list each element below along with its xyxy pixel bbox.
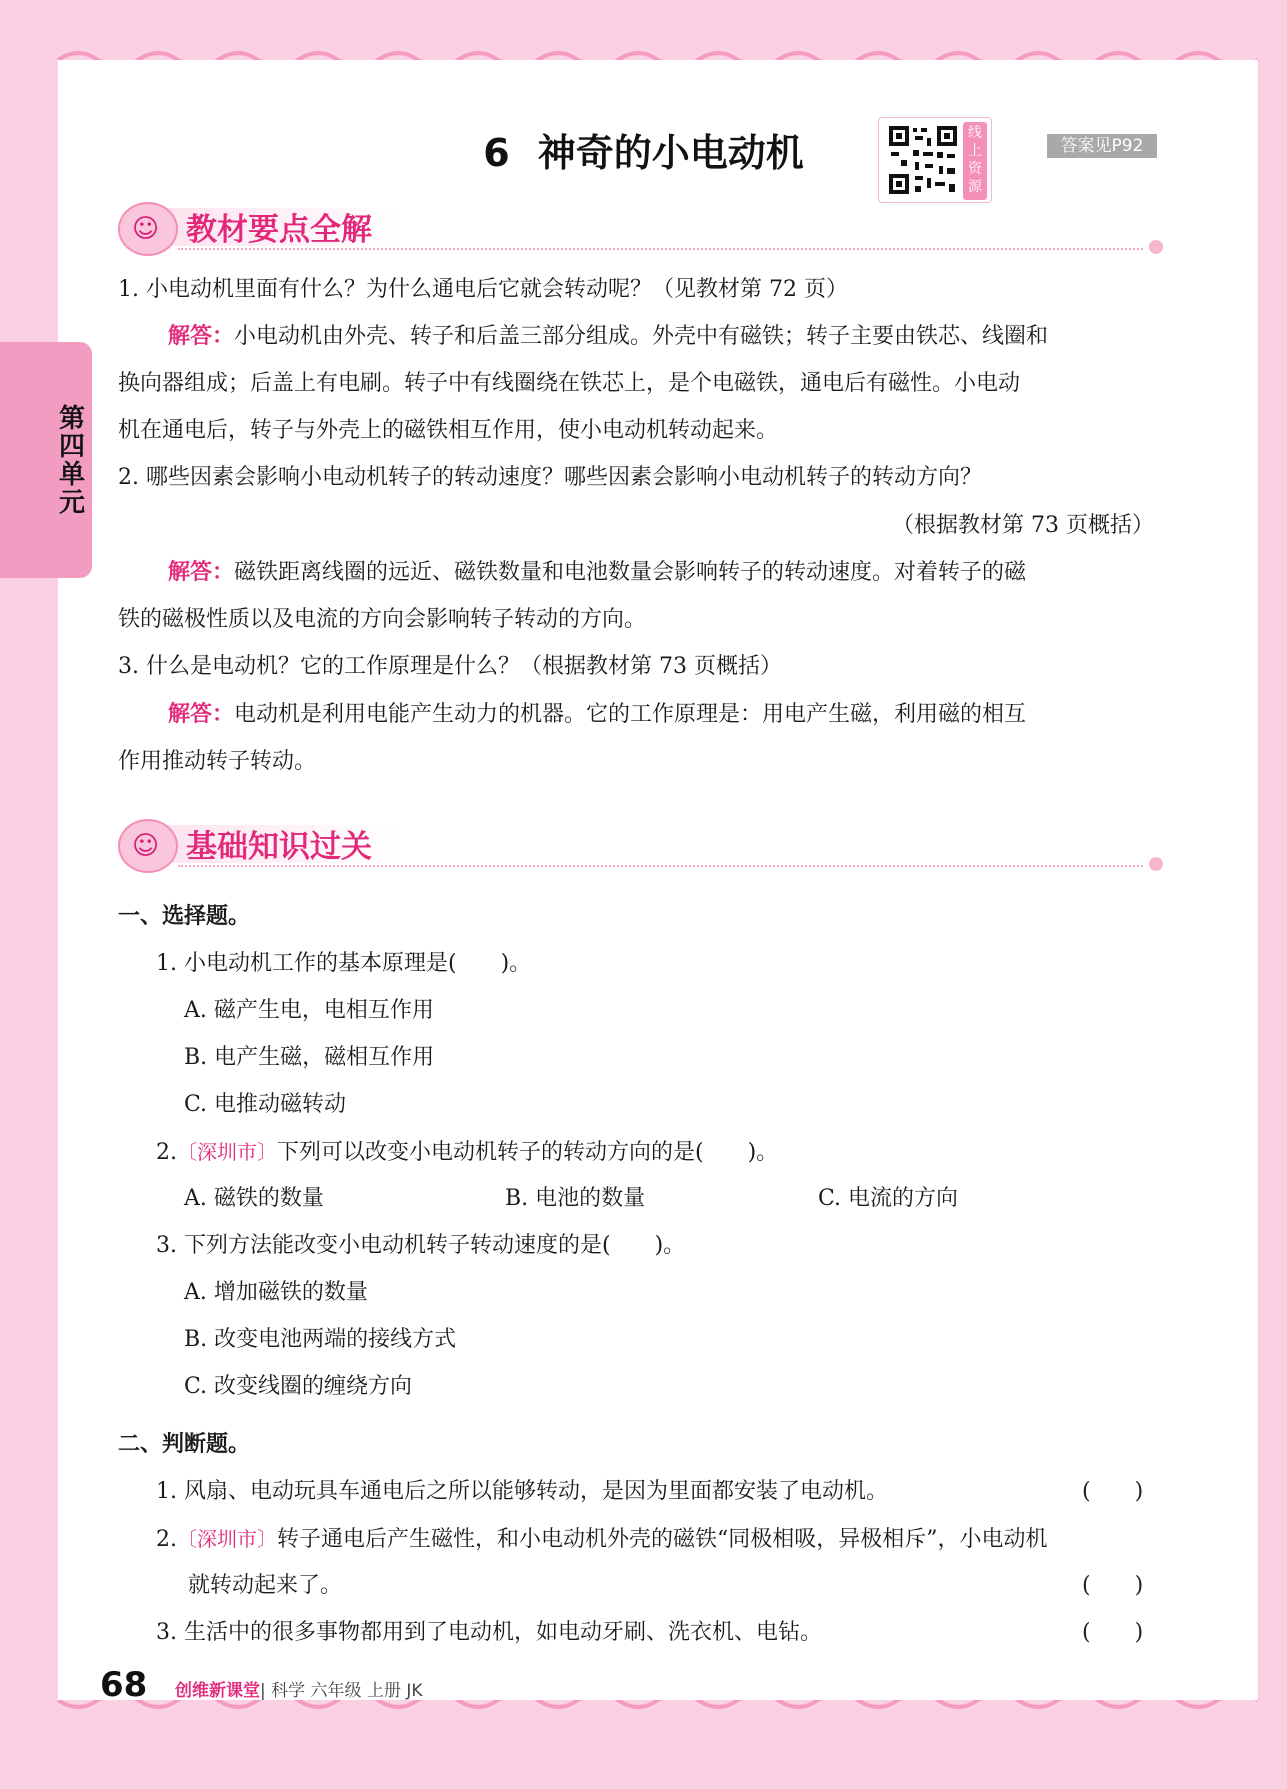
unit-side-tab-label: 第四单元 bbox=[58, 404, 85, 518]
question-3: 3. 什么是电动机？它的工作原理是什么？（根据教材第 73 页概括） bbox=[118, 654, 782, 679]
answer-label: 解答： bbox=[168, 324, 235, 349]
footer-brand: 创维新课堂 bbox=[175, 1681, 260, 1701]
section-heading-basics bbox=[118, 815, 1163, 875]
question-2: 2. 哪些因素会影响小电动机转子的转动速度？哪些因素会影响小电动机转子的转动方向？ bbox=[118, 465, 982, 490]
divider-end-dot bbox=[1149, 240, 1163, 254]
answer-1-text: 小电动机由外壳、转子和后盖三部分组成。外壳中有磁铁；转子主要由铁芯、线圈和 bbox=[234, 324, 1049, 349]
tf-1-answer-blank[interactable]: ( ) bbox=[1082, 1479, 1144, 1504]
tf-3-answer-blank[interactable]: ( ) bbox=[1082, 1620, 1144, 1645]
answer-3-line-2: 作用推动转子转动。 bbox=[118, 749, 317, 774]
part-1-title: 一、选择题。 bbox=[118, 904, 251, 929]
tf-question-2-line-1 bbox=[156, 1524, 1048, 1555]
smiley-icon: ☺ bbox=[132, 831, 160, 861]
mc-question-2 bbox=[156, 1137, 778, 1168]
dotted-divider bbox=[178, 865, 1143, 867]
cartoon-badge-icon bbox=[118, 819, 178, 873]
mc-1-option-c: C. 电推动磁转动 bbox=[184, 1092, 347, 1117]
mc-question-1: 1. 小电动机工作的基本原理是( )。 bbox=[156, 951, 532, 976]
answer-2-line-2: 铁的磁极性质以及电流的方向会影响转子转动的方向。 bbox=[118, 607, 647, 632]
lesson-title-text: 神奇的小电动机 bbox=[537, 131, 804, 175]
section-heading-key-points bbox=[118, 198, 1163, 258]
mc-1-option-b: B. 电产生磁，磁相互作用 bbox=[184, 1045, 435, 1070]
answer-label: 解答： bbox=[168, 702, 235, 727]
lesson-number: 6 bbox=[483, 131, 510, 175]
tf-2-answer-blank[interactable]: ( ) bbox=[1082, 1573, 1144, 1598]
mc-2-option-a: A. 磁铁的数量 bbox=[184, 1186, 324, 1211]
section-heading-text: 教材要点全解 bbox=[186, 212, 372, 248]
mc-2-option-b: B. 电池的数量 bbox=[505, 1186, 646, 1211]
footer-subject: | 科学 六年级 上册 JK bbox=[260, 1681, 423, 1701]
mc-2-text: 下列可以改变小电动机转子的转动方向的是( )。 bbox=[277, 1140, 779, 1165]
smiley-icon: ☺ bbox=[132, 214, 160, 244]
mc-3-option-c: C. 改变线圈的缠绕方向 bbox=[184, 1374, 413, 1399]
qr-code-block[interactable] bbox=[878, 117, 992, 203]
tf-2-number: 2. bbox=[156, 1527, 177, 1552]
cartoon-badge-icon bbox=[118, 202, 178, 256]
dotted-divider bbox=[178, 248, 1143, 250]
page-number: 68 bbox=[100, 1665, 148, 1705]
answer-1-line-3: 机在通电后，转子与外壳上的磁铁相互作用，使小电动机转动起来。 bbox=[118, 418, 779, 443]
tf-question-1: 1. 风扇、电动玩具车通电后之所以能够转动，是因为里面都安装了电动机。 bbox=[156, 1479, 888, 1504]
section-heading-text: 基础知识过关 bbox=[186, 829, 372, 865]
answer-2-text: 磁铁距离线圈的远近、磁铁数量和电池数量会影响转子的转动速度。对着转子的磁 bbox=[234, 560, 1027, 585]
tf-2-text: 转子通电后产生磁性，和小电动机外壳的磁铁“同极相吸，异极相斥”，小电动机 bbox=[277, 1527, 1048, 1552]
mc-3-option-a: A. 增加磁铁的数量 bbox=[184, 1280, 368, 1305]
qr-code-icon bbox=[887, 124, 959, 196]
mc-question-3: 3. 下列方法能改变小电动机转子转动速度的是( )。 bbox=[156, 1233, 686, 1258]
region-tag: 〔深圳市〕 bbox=[177, 1527, 277, 1551]
tf-question-3: 3. 生活中的很多事物都用到了电动机，如电动牙刷、洗衣机、电钻。 bbox=[156, 1620, 822, 1645]
answer-2-line-1 bbox=[168, 558, 1026, 588]
answer-3-line-1 bbox=[168, 700, 1026, 730]
region-tag: 〔深圳市〕 bbox=[177, 1140, 277, 1164]
answer-label: 解答： bbox=[168, 560, 235, 585]
answer-reference-badge: 答案见P92 bbox=[1047, 134, 1157, 158]
mc-2-option-c: C. 电流的方向 bbox=[818, 1186, 959, 1211]
question-1: 1. 小电动机里面有什么？为什么通电后它就会转动呢？（见教材第 72 页） bbox=[118, 277, 848, 302]
mc-3-option-b: B. 改变电池两端的接线方式 bbox=[184, 1327, 457, 1352]
divider-end-dot bbox=[1149, 857, 1163, 871]
part-2-title: 二、判断题。 bbox=[118, 1432, 251, 1457]
answer-3-text: 电动机是利用电能产生动力的机器。它的工作原理是：用电产生磁，利用磁的相互 bbox=[234, 702, 1027, 727]
qr-online-resource-label: 线上资源 bbox=[963, 122, 987, 200]
question-2-source: （根据教材第 73 页概括） bbox=[892, 513, 1154, 538]
mc-1-option-a: A. 磁产生电，电相互作用 bbox=[184, 998, 434, 1023]
tf-question-2-line-2: 就转动起来了。 bbox=[188, 1573, 343, 1598]
footer-info bbox=[175, 1676, 423, 1701]
answer-1-line-2: 换向器组成；后盖上有电刷。转子中有线圈绕在铁芯上，是个电磁铁，通电后有磁性。小电动 bbox=[118, 371, 1021, 396]
mc-2-number: 2. bbox=[156, 1140, 177, 1165]
answer-1-line-1 bbox=[168, 322, 1048, 352]
